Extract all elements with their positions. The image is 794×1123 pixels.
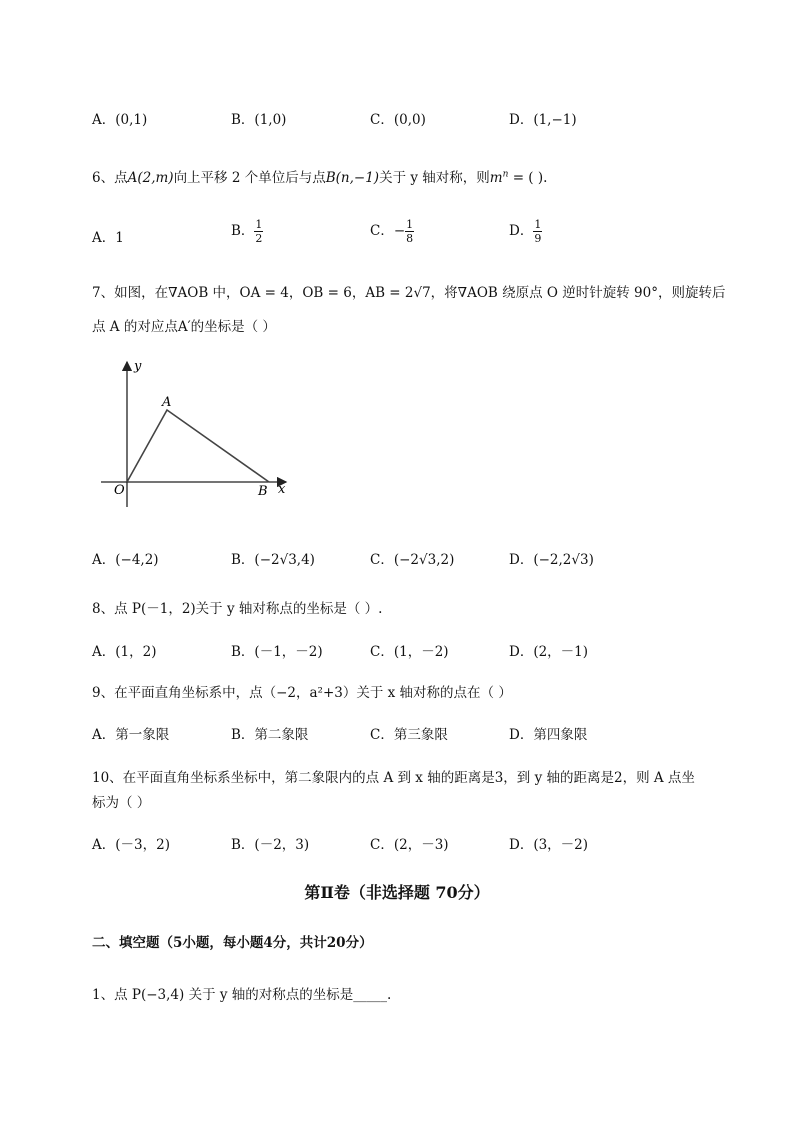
q10-option-b: B．(－2，3) [231, 837, 310, 853]
q6-option-a: A．1 [92, 230, 124, 246]
q10-option-a: A．(－3，2) [92, 837, 170, 853]
question-7-line2: 点 A 的对应点A′的坐标是（ ） [92, 319, 276, 335]
y-axis-label: y [134, 359, 142, 374]
fraction: $\frac{1}{2}$ [255, 218, 263, 245]
fill-in-section-heading: 二、填空题（5小题，每小题4分，共计20分） [92, 935, 373, 951]
origin-label: O [114, 483, 125, 498]
fraction: $\frac{1}{9}$ [534, 218, 542, 245]
q5-option-c: C．(0,0) [370, 112, 426, 128]
q8-option-a: A．(1，2) [92, 644, 157, 660]
fraction: $\frac{1}{8}$ [406, 218, 414, 245]
q6-option-c: C．− $\frac{1}{8}$ [370, 218, 414, 245]
q5-option-b: B．(1,0) [231, 112, 287, 128]
fill-question-1: 1、点 P(−3,4) 关于 y 轴的对称点的坐标是_____. [92, 987, 392, 1003]
q7-figure [96, 352, 306, 512]
point-a-label: A [162, 395, 172, 410]
q8-option-b: B．(－1，－2) [231, 644, 323, 660]
q7-option-c: C．(−2√3,2) [370, 552, 455, 568]
question-8-stem: 8、点 P(－1，2)关于 y 轴对称点的坐标是（ ）. [92, 601, 383, 617]
question-10-line1: 10、在平面直角坐标系坐标中，第二象限内的点 A 到 x 轴的距离是3，到 y 轴的距离是2，则 A 点坐 [92, 770, 695, 786]
q7-option-d: D．(−2,2√3) [509, 552, 594, 568]
q9-option-b: B．第二象限 [231, 727, 309, 743]
question-9-stem: 9、在平面直角坐标系中，点（−2，a²+3）关于 x 轴对称的点在（ ） [92, 685, 512, 701]
q5-option-d: D．(1,−1) [509, 112, 577, 128]
q5-option-a: A．(0,1) [92, 112, 148, 128]
x-axis-label: x [278, 482, 286, 497]
q10-option-c: C．(2，－3) [370, 837, 449, 853]
q6-option-d: D． $\frac{1}{9}$ [509, 218, 542, 245]
q10-option-d: D．(3，－2) [509, 837, 589, 853]
triangle-aob [127, 410, 269, 482]
section-2-title: 第Ⅱ卷（非选择题 70分） [304, 883, 490, 902]
q9-option-d: D．第四象限 [509, 727, 588, 743]
q9-option-a: A．第一象限 [92, 727, 170, 743]
question-6-stem: 6、点A(2,m)向上平移 2 个单位后与点B(n,−1)关于 y 轴对称，则$m^n$ = ( ). [92, 169, 548, 186]
question-7-line1: 7、如图，在∇AOB 中，OA = 4，OB = 6，AB = 2√7，将∇AOB 绕原点 O 逆时针旋转 90°，则旋转后 [92, 285, 726, 301]
q6-option-b: B． $\frac{1}{2}$ [231, 218, 263, 245]
q7-option-a: A．(−4,2) [92, 552, 159, 568]
q8-option-d: D．(2，－1) [509, 644, 589, 660]
point-b-label: B [258, 484, 268, 499]
q9-option-c: C．第三象限 [370, 727, 448, 743]
q8-option-c: C．(1，－2) [370, 644, 449, 660]
question-10-line2: 标为（ ） [92, 795, 151, 811]
q7-option-b: B．(−2√3,4) [231, 552, 315, 568]
